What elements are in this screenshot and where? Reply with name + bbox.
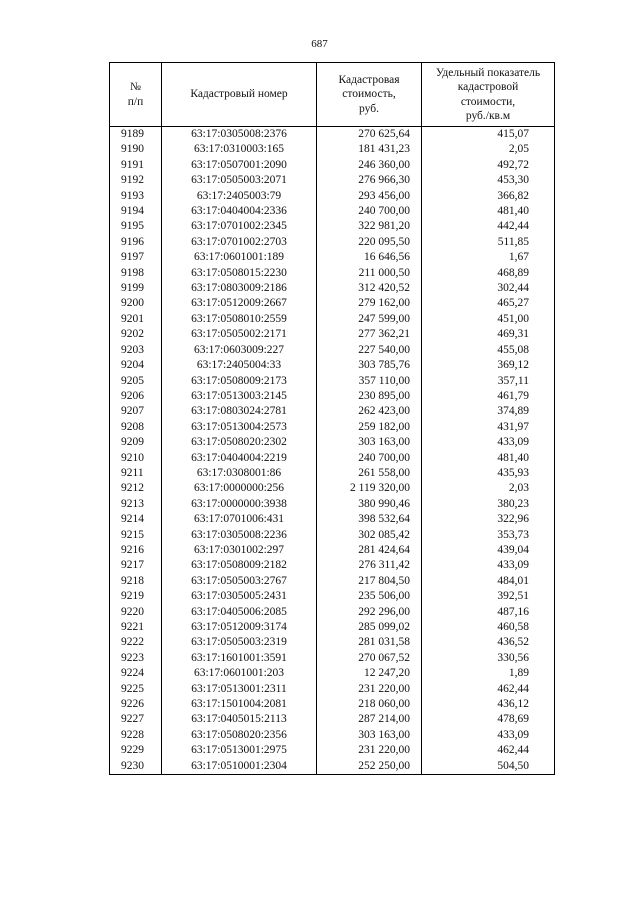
cadastral-cost-cell: 211 000,50 — [317, 266, 422, 281]
specific-index-cell: 392,51 — [422, 589, 555, 604]
cadastral-number-cell: 63:17:0000000:256 — [162, 481, 317, 496]
cadastral-cost-cell: 292 296,00 — [317, 605, 422, 620]
specific-index-cell: 451,00 — [422, 312, 555, 327]
table-row — [110, 266, 555, 281]
table-row — [110, 173, 555, 188]
row-number-cell: 9211 — [110, 466, 162, 481]
cadastral-number-cell: 63:17:0000000:3938 — [162, 497, 317, 512]
cadastral-number-cell: 63:17:0305005:2431 — [162, 589, 317, 604]
specific-index-cell: 478,69 — [422, 712, 555, 727]
cadastral-cost-cell: 281 424,64 — [317, 543, 422, 558]
cadastral-cost-cell: 181 431,23 — [317, 142, 422, 157]
table-row — [110, 466, 555, 481]
table-row — [110, 142, 555, 157]
row-number-cell: 9209 — [110, 435, 162, 450]
table-row — [110, 404, 555, 419]
row-number-cell: 9190 — [110, 142, 162, 157]
cadastral-cost-cell: 12 247,20 — [317, 666, 422, 681]
cadastral-cost-cell: 303 785,76 — [317, 358, 422, 373]
specific-index-cell: 453,30 — [422, 173, 555, 188]
specific-index-cell: 468,89 — [422, 266, 555, 281]
specific-index-cell: 481,40 — [422, 451, 555, 466]
specific-index-cell: 380,23 — [422, 497, 555, 512]
cadastral-cost-cell: 276 966,30 — [317, 173, 422, 188]
cadastral-cost-cell: 303 163,00 — [317, 435, 422, 450]
row-number-cell: 9192 — [110, 173, 162, 188]
row-number-cell: 9203 — [110, 343, 162, 358]
specific-index-cell: 436,52 — [422, 635, 555, 650]
row-number-cell: 9228 — [110, 728, 162, 743]
cadastral-number-cell: 63:17:0510001:2304 — [162, 759, 317, 775]
table-header — [110, 63, 555, 127]
cadastral-cost-cell: 276 311,42 — [317, 558, 422, 573]
specific-index-cell: 460,58 — [422, 620, 555, 635]
cadastral-cost-cell: 322 981,20 — [317, 219, 422, 234]
cadastral-cost-cell: 231 220,00 — [317, 682, 422, 697]
row-number-cell: 9194 — [110, 204, 162, 219]
specific-index-cell: 462,44 — [422, 682, 555, 697]
specific-index-cell: 415,07 — [422, 127, 555, 143]
specific-index-cell: 2,03 — [422, 481, 555, 496]
cadastral-cost-cell: 16 646,56 — [317, 250, 422, 265]
cadastral-number-cell: 63:17:0512009:3174 — [162, 620, 317, 635]
table-row — [110, 666, 555, 681]
table-row — [110, 481, 555, 496]
row-number-cell: 9199 — [110, 281, 162, 296]
table-row — [110, 204, 555, 219]
table-row — [110, 296, 555, 311]
cadastral-number-cell: 63:17:0301002:297 — [162, 543, 317, 558]
row-number-cell: 9206 — [110, 389, 162, 404]
table-row — [110, 189, 555, 204]
cadastral-cost-cell: 246 360,00 — [317, 158, 422, 173]
cadastral-cost-cell: 240 700,00 — [317, 204, 422, 219]
row-number-cell: 9202 — [110, 327, 162, 342]
row-number-cell: 9219 — [110, 589, 162, 604]
cadastral-number-cell: 63:17:0513004:2573 — [162, 420, 317, 435]
cadastral-table — [109, 62, 555, 775]
cadastral-number-cell: 63:17:2405003:79 — [162, 189, 317, 204]
specific-index-cell: 433,09 — [422, 558, 555, 573]
specific-index-cell: 357,11 — [422, 374, 555, 389]
cadastral-number-cell: 63:17:0305008:2236 — [162, 528, 317, 543]
cadastral-cost-cell: 279 162,00 — [317, 296, 422, 311]
row-number-cell: 9196 — [110, 235, 162, 250]
table-row — [110, 728, 555, 743]
cadastral-cost-cell: 227 540,00 — [317, 343, 422, 358]
table-row — [110, 358, 555, 373]
specific-index-cell: 481,40 — [422, 204, 555, 219]
cadastral-cost-cell: 302 085,42 — [317, 528, 422, 543]
specific-index-cell: 487,16 — [422, 605, 555, 620]
row-number-cell: 9204 — [110, 358, 162, 373]
specific-index-cell: 330,56 — [422, 651, 555, 666]
row-number-cell: 9189 — [110, 127, 162, 143]
row-number-cell: 9200 — [110, 296, 162, 311]
cadastral-cost-cell: 270 625,64 — [317, 127, 422, 143]
cadastral-cost-cell: 259 182,00 — [317, 420, 422, 435]
cadastral-cost-cell: 230 895,00 — [317, 389, 422, 404]
table-body — [110, 127, 555, 775]
cadastral-cost-cell: 287 214,00 — [317, 712, 422, 727]
cadastral-number-cell: 63:17:0508020:2302 — [162, 435, 317, 450]
header-row — [110, 63, 555, 127]
specific-index-cell: 433,09 — [422, 435, 555, 450]
specific-index-cell: 469,31 — [422, 327, 555, 342]
table-row — [110, 312, 555, 327]
cadastral-number-cell: 63:17:0508015:2230 — [162, 266, 317, 281]
cadastral-number-cell: 63:17:0803024:2781 — [162, 404, 317, 419]
cadastral-number-cell: 63:17:0508009:2173 — [162, 374, 317, 389]
table-row — [110, 543, 555, 558]
cadastral-number-cell: 63:17:0508020:2356 — [162, 728, 317, 743]
table-row — [110, 712, 555, 727]
cadastral-number-cell: 63:17:0513003:2145 — [162, 389, 317, 404]
row-number-cell: 9191 — [110, 158, 162, 173]
row-number-cell: 9198 — [110, 266, 162, 281]
cadastral-number-cell: 63:17:0308001:86 — [162, 466, 317, 481]
table-row — [110, 605, 555, 620]
header-cadastral-number: Кадастровый номер — [162, 63, 317, 127]
cadastral-number-cell: 63:17:0601001:189 — [162, 250, 317, 265]
table-row — [110, 158, 555, 173]
row-number-cell: 9227 — [110, 712, 162, 727]
cadastral-cost-cell: 2 119 320,00 — [317, 481, 422, 496]
row-number-cell: 9208 — [110, 420, 162, 435]
cadastral-cost-cell: 357 110,00 — [317, 374, 422, 389]
table-row — [110, 574, 555, 589]
cadastral-number-cell: 63:17:0505003:2319 — [162, 635, 317, 650]
table-row — [110, 512, 555, 527]
specific-index-cell: 465,27 — [422, 296, 555, 311]
table-row — [110, 528, 555, 543]
cadastral-cost-cell: 398 532,64 — [317, 512, 422, 527]
row-number-cell: 9207 — [110, 404, 162, 419]
row-number-cell: 9224 — [110, 666, 162, 681]
table-row — [110, 497, 555, 512]
header-cadastral-cost: Кадастровая стоимость, руб. — [317, 63, 422, 127]
table-row — [110, 420, 555, 435]
specific-index-cell: 1,89 — [422, 666, 555, 681]
cadastral-number-cell: 63:17:0701002:2345 — [162, 219, 317, 234]
row-number-cell: 9222 — [110, 635, 162, 650]
cadastral-cost-cell: 261 558,00 — [317, 466, 422, 481]
cadastral-cost-cell: 262 423,00 — [317, 404, 422, 419]
table-row — [110, 281, 555, 296]
specific-index-cell: 374,89 — [422, 404, 555, 419]
specific-index-cell: 462,44 — [422, 743, 555, 758]
specific-index-cell: 353,73 — [422, 528, 555, 543]
cadastral-number-cell: 63:17:0508010:2559 — [162, 312, 317, 327]
cadastral-number-cell: 63:17:1601001:3591 — [162, 651, 317, 666]
cadastral-cost-cell: 252 250,00 — [317, 759, 422, 775]
row-number-cell: 9212 — [110, 481, 162, 496]
cadastral-number-cell: 63:17:0507001:2090 — [162, 158, 317, 173]
cadastral-number-cell: 63:17:0405015:2113 — [162, 712, 317, 727]
table-row — [110, 250, 555, 265]
row-number-cell: 9216 — [110, 543, 162, 558]
cadastral-number-cell: 63:17:1501004:2081 — [162, 697, 317, 712]
specific-index-cell: 439,04 — [422, 543, 555, 558]
cadastral-cost-cell: 281 031,58 — [317, 635, 422, 650]
row-number-cell: 9220 — [110, 605, 162, 620]
row-number-cell: 9195 — [110, 219, 162, 234]
cadastral-cost-cell: 218 060,00 — [317, 697, 422, 712]
cadastral-cost-cell: 235 506,00 — [317, 589, 422, 604]
cadastral-cost-cell: 220 095,50 — [317, 235, 422, 250]
cadastral-cost-cell: 240 700,00 — [317, 451, 422, 466]
cadastral-cost-cell: 247 599,00 — [317, 312, 422, 327]
row-number-cell: 9221 — [110, 620, 162, 635]
cadastral-cost-cell: 217 804,50 — [317, 574, 422, 589]
cadastral-number-cell: 63:17:0505003:2071 — [162, 173, 317, 188]
cadastral-number-cell: 63:17:0505003:2767 — [162, 574, 317, 589]
cadastral-cost-cell: 285 099,02 — [317, 620, 422, 635]
cadastral-cost-cell: 293 456,00 — [317, 189, 422, 204]
row-number-cell: 9223 — [110, 651, 162, 666]
cadastral-number-cell: 63:17:0513001:2311 — [162, 682, 317, 697]
specific-index-cell: 455,08 — [422, 343, 555, 358]
cadastral-cost-cell: 277 362,21 — [317, 327, 422, 342]
cadastral-number-cell: 63:17:2405004:33 — [162, 358, 317, 373]
specific-index-cell: 366,82 — [422, 189, 555, 204]
header-specific-cost-index: Удельный показатель кадастровой стоимости, руб./кв.м — [422, 63, 555, 127]
table-row — [110, 651, 555, 666]
row-number-cell: 9230 — [110, 759, 162, 775]
specific-index-cell: 436,12 — [422, 697, 555, 712]
cadastral-number-cell: 63:17:0310003:165 — [162, 142, 317, 157]
specific-index-cell: 433,09 — [422, 728, 555, 743]
cadastral-number-cell: 63:17:0701006:431 — [162, 512, 317, 527]
cadastral-number-cell: 63:17:0404004:2336 — [162, 204, 317, 219]
row-number-cell: 9201 — [110, 312, 162, 327]
cadastral-number-cell: 63:17:0405006:2085 — [162, 605, 317, 620]
specific-index-cell: 435,93 — [422, 466, 555, 481]
specific-index-cell: 1,67 — [422, 250, 555, 265]
cadastral-number-cell: 63:17:0505002:2171 — [162, 327, 317, 342]
row-number-cell: 9193 — [110, 189, 162, 204]
table-row — [110, 743, 555, 758]
table-row — [110, 374, 555, 389]
row-number-cell: 9218 — [110, 574, 162, 589]
cadastral-number-cell: 63:17:0404004:2219 — [162, 451, 317, 466]
cadastral-number-cell: 63:17:0803009:2186 — [162, 281, 317, 296]
specific-index-cell: 369,12 — [422, 358, 555, 373]
specific-index-cell: 504,50 — [422, 759, 555, 775]
cadastral-number-cell: 63:17:0512009:2667 — [162, 296, 317, 311]
specific-index-cell: 511,85 — [422, 235, 555, 250]
row-number-cell: 9197 — [110, 250, 162, 265]
cadastral-cost-cell: 380 990,46 — [317, 497, 422, 512]
table-row — [110, 759, 555, 775]
specific-index-cell: 2,05 — [422, 142, 555, 157]
table-row — [110, 389, 555, 404]
table-row — [110, 682, 555, 697]
specific-index-cell: 484,01 — [422, 574, 555, 589]
table-row — [110, 127, 555, 143]
table-row — [110, 435, 555, 450]
cadastral-number-cell: 63:17:0305008:2376 — [162, 127, 317, 143]
row-number-cell: 9226 — [110, 697, 162, 712]
row-number-cell: 9217 — [110, 558, 162, 573]
cadastral-number-cell: 63:17:0508009:2182 — [162, 558, 317, 573]
cadastral-number-cell: 63:17:0603009:227 — [162, 343, 317, 358]
table-row — [110, 219, 555, 234]
row-number-cell: 9210 — [110, 451, 162, 466]
row-number-cell: 9229 — [110, 743, 162, 758]
cadastral-cost-cell: 270 067,52 — [317, 651, 422, 666]
table-row — [110, 589, 555, 604]
specific-index-cell: 431,97 — [422, 420, 555, 435]
table-row — [110, 558, 555, 573]
page-number: 687 — [311, 38, 328, 50]
row-number-cell: 9215 — [110, 528, 162, 543]
cadastral-number-cell: 63:17:0513001:2975 — [162, 743, 317, 758]
row-number-cell: 9214 — [110, 512, 162, 527]
table-row — [110, 235, 555, 250]
cadastral-number-cell: 63:17:0701002:2703 — [162, 235, 317, 250]
specific-index-cell: 442,44 — [422, 219, 555, 234]
table-row — [110, 620, 555, 635]
table-row — [110, 451, 555, 466]
row-number-cell: 9213 — [110, 497, 162, 512]
header-row-number: № п/п — [110, 63, 162, 127]
table-row — [110, 343, 555, 358]
row-number-cell: 9205 — [110, 374, 162, 389]
cadastral-cost-cell: 303 163,00 — [317, 728, 422, 743]
specific-index-cell: 302,44 — [422, 281, 555, 296]
row-number-cell: 9225 — [110, 682, 162, 697]
table-row — [110, 635, 555, 650]
cadastral-number-cell: 63:17:0601001:203 — [162, 666, 317, 681]
cadastral-cost-cell: 231 220,00 — [317, 743, 422, 758]
table-row — [110, 327, 555, 342]
specific-index-cell: 322,96 — [422, 512, 555, 527]
cadastral-cost-cell: 312 420,52 — [317, 281, 422, 296]
specific-index-cell: 492,72 — [422, 158, 555, 173]
table-row — [110, 697, 555, 712]
specific-index-cell: 461,79 — [422, 389, 555, 404]
